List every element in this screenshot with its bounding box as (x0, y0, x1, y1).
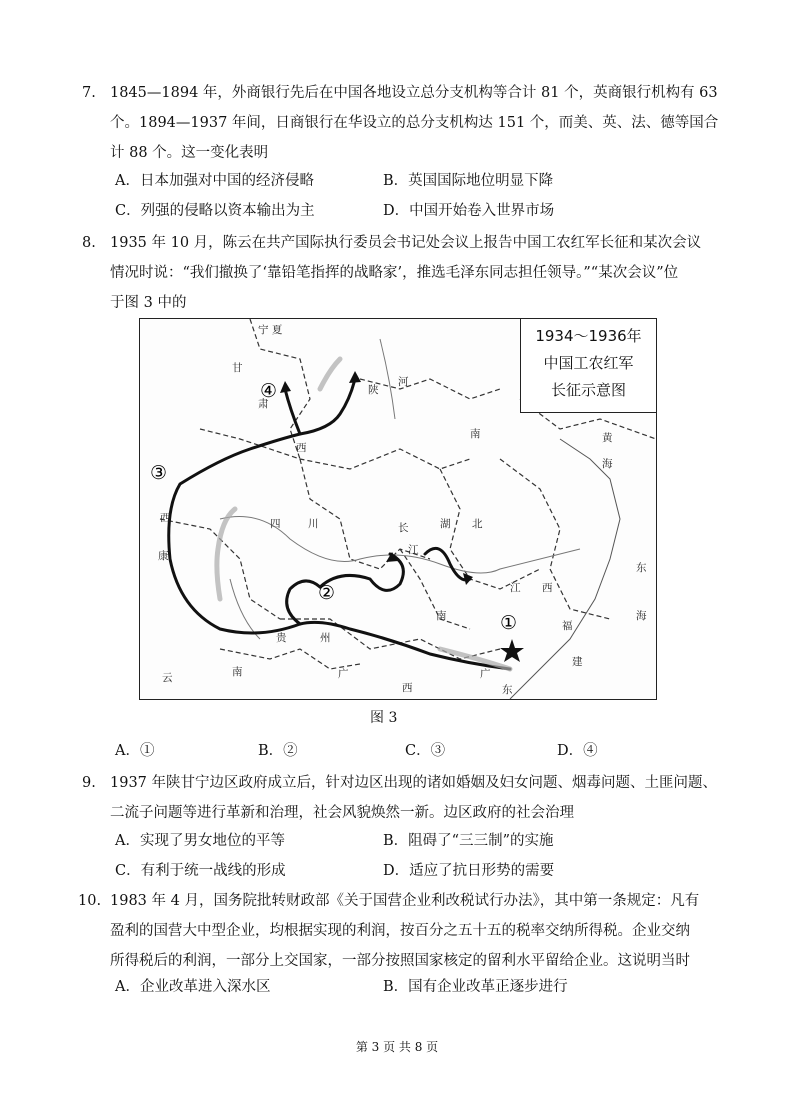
option-b[interactable]: B．国有企业改革正逐步进行 (383, 979, 568, 995)
stem-line: 所得税后的利润，一部分上交国家，一部分按照国家核定的留利水平留给企业。这说明当时 (110, 953, 690, 969)
option-row (115, 736, 715, 766)
question-number: 8. (82, 235, 96, 251)
map-label: 东 (636, 562, 647, 574)
map-label: 西 (160, 512, 171, 524)
question-10-options (115, 972, 715, 1002)
question-number: 7. (82, 85, 96, 101)
option-b[interactable]: B．② (258, 743, 298, 759)
map-label: 川 (308, 518, 319, 530)
option-row (115, 856, 715, 886)
page-footer: 第 3 页 共 8 页 (355, 1040, 439, 1054)
option-c[interactable]: C．③ (405, 743, 446, 759)
option-c[interactable]: C．列强的侵略以资本输出为主 (115, 203, 315, 219)
map-label: 河 (398, 376, 409, 388)
map-label: 北 (472, 518, 483, 530)
stem-line: 盈利的国营大中型企业，均根据实现的利润，按百分之五十五的税率交纳所得税。企业交纳 (110, 923, 690, 939)
question-stem (110, 768, 722, 828)
option-d[interactable]: D．适应了抗日形势的需要 (383, 863, 555, 879)
map-label: 福 (562, 620, 573, 632)
map-label: 州 (320, 632, 331, 644)
option-a[interactable]: A．企业改革进入深水区 (115, 979, 271, 995)
option-b[interactable]: B．阻碍了“三三制”的实施 (383, 833, 554, 849)
option-d[interactable]: D．④ (557, 743, 598, 759)
map-title-box (520, 319, 656, 413)
stem-line: 1845—1894 年，外商银行先后在中国各地设立总分支机构等合计 81 个，英商银行机构有 63 (110, 85, 718, 101)
map-label: 贵 (276, 632, 287, 644)
map-label: 建 (572, 656, 583, 668)
question-9 (82, 768, 722, 828)
map-label: 海 (602, 458, 613, 470)
map-label: 东 (502, 684, 513, 696)
map-label: 甘 (232, 362, 243, 374)
stem-line: 情况时说：“我们撤换了‘靠铅笔指挥的战略家’，推选毛泽东同志担任领导。”“某次会议”位 (110, 265, 679, 281)
question-number: 9. (82, 775, 96, 791)
map-label: 湖 (440, 518, 451, 530)
map-label: 康 (158, 550, 169, 562)
figure-caption: 图 3 (370, 710, 398, 726)
map-label: 云 (162, 672, 173, 684)
option-row (115, 826, 715, 856)
long-march-map (139, 318, 657, 700)
option-b[interactable]: B．英国国际地位明显下降 (383, 173, 554, 189)
question-9-options (115, 826, 715, 886)
map-title-line: 长征示意图 (550, 381, 626, 399)
question-number: 10. (78, 893, 102, 909)
map-label: 南 (470, 428, 481, 440)
map-title-line: 1934～1936年 (535, 327, 642, 345)
question-stem (110, 78, 722, 168)
map-label: 宁 夏 (258, 324, 283, 336)
option-a[interactable]: A．① (115, 743, 155, 759)
map-title-line: 中国工农红军 (543, 354, 634, 372)
question-7-options (115, 166, 715, 226)
stem-line: 1937 年陕甘宁边区政府成立后，针对边区出现的诸如婚姻及妇女问题、烟毒问题、土匪问题、 (110, 775, 718, 791)
question-stem (110, 886, 722, 976)
option-c[interactable]: C．有利于统一战线的形成 (115, 863, 286, 879)
option-row (115, 166, 715, 196)
map-label: 广 (480, 668, 491, 680)
option-a[interactable]: A．日本加强对中国的经济侵略 (115, 173, 314, 189)
map-label: 陕 (368, 384, 379, 396)
map-label: 江 (408, 544, 419, 556)
map-label: 海 (636, 610, 647, 622)
question-8 (82, 228, 722, 318)
option-a[interactable]: A．实现了男女地位的平等 (115, 833, 285, 849)
question-stem (110, 228, 722, 318)
stem-line: 1935 年 10 月，陈云在共产国际执行委员会书记处会议上报告中国工农红军长征和某次会议 (110, 235, 702, 251)
map-label: 江 (510, 582, 521, 594)
map-label: 肃 (258, 398, 269, 410)
stem-line: 于图 3 中的 (110, 295, 187, 311)
marker-2: ② (318, 582, 336, 604)
map-label: 四 (270, 518, 281, 530)
question-7 (82, 78, 722, 168)
option-row (115, 972, 715, 1002)
map-label: 南 (232, 666, 243, 678)
map-label: 南 (436, 610, 447, 622)
stem-line: 1983 年 4 月，国务院批转财政部《关于国营企业利改税试行办法》，其中第一条规定：凡有 (110, 893, 700, 909)
map-label: 黄 (602, 432, 613, 444)
map-label: 西 (542, 582, 553, 594)
option-row (115, 196, 715, 226)
stem-line: 计 88 个。这一变化表明 (110, 145, 269, 161)
question-10 (78, 886, 722, 976)
option-d[interactable]: D．中国开始卷入世界市场 (383, 203, 555, 219)
question-8-options (115, 736, 715, 766)
marker-1: ① (500, 612, 518, 634)
map-label: 西 (402, 682, 413, 694)
map-label: 长 (398, 522, 409, 534)
marker-3: ③ (150, 462, 168, 484)
marker-4: ④ (260, 380, 278, 402)
map-label: 西 (296, 442, 307, 454)
map-label: 广 (338, 668, 349, 680)
stem-line: 二流子问题等进行革新和治理，社会风貌焕然一新。边区政府的社会治理 (110, 805, 574, 821)
stem-line: 个。1894—1937 年间，日商银行在华设立的总分支机构达 151 个，而美、英、法、德等国合 (110, 115, 719, 131)
